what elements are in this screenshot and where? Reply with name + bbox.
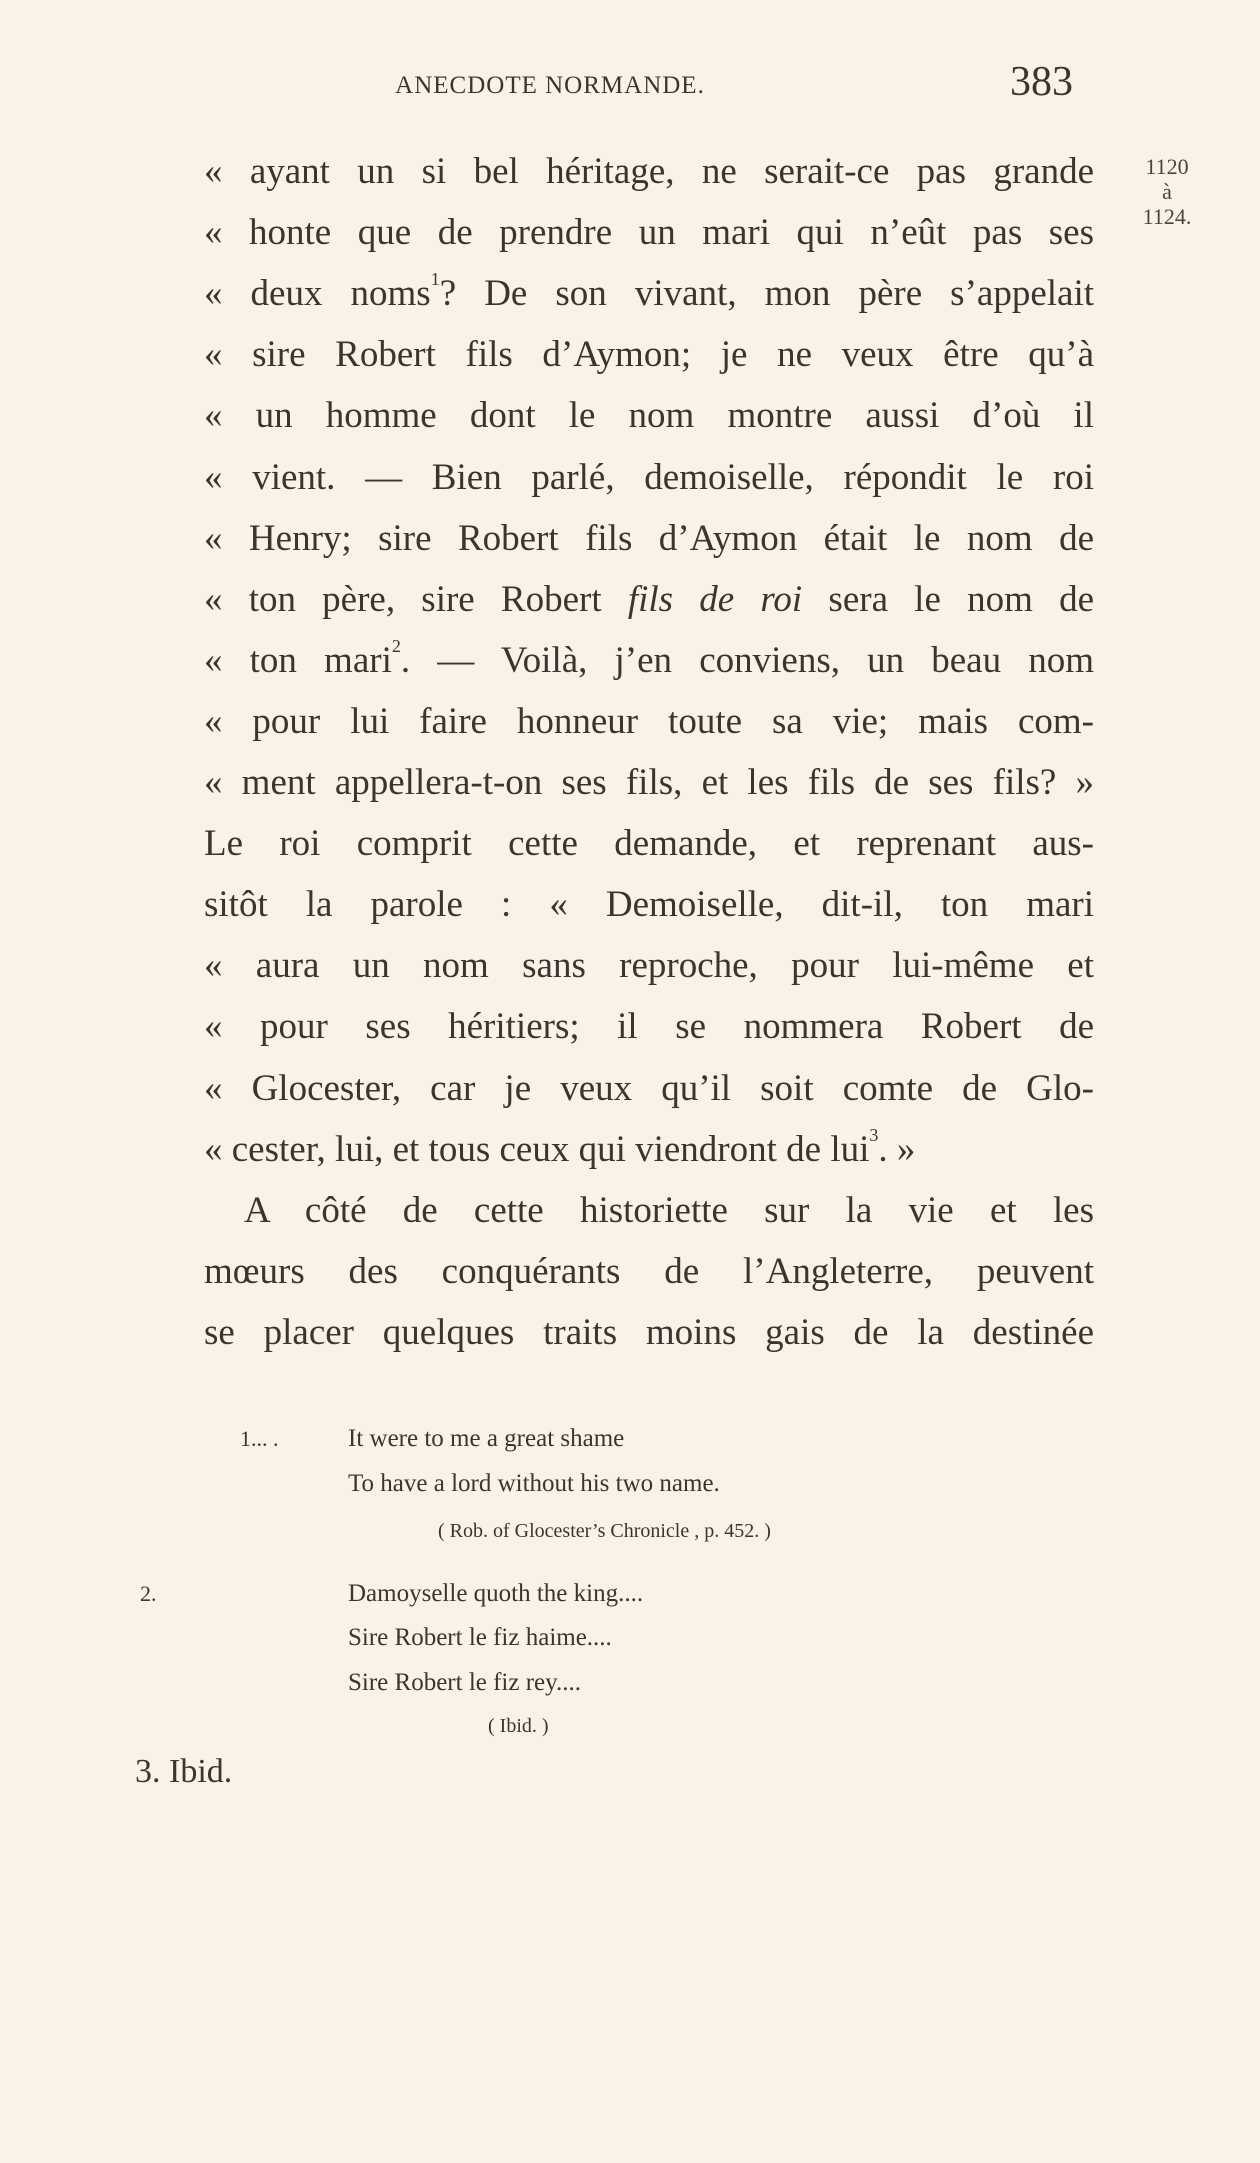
margin-date-to: 1124. — [1142, 204, 1192, 229]
text-segment: mœurs des conquérants de l’Angleterre, peuvent — [204, 1250, 1094, 1292]
text-segment: « pour ses héritiers; il se nommera Robert de — [204, 1006, 1094, 1048]
footnote-ref: 2 — [391, 635, 401, 656]
footnote-2-number: 2. — [140, 1581, 157, 1606]
text-segment: « ton père, sire Robert — [204, 578, 628, 620]
footnote-2-line: Sire Robert le fiz haime.... — [348, 1624, 612, 1651]
text-line — [204, 1186, 1094, 1236]
page-number: 383 — [1010, 59, 1073, 105]
text-line — [204, 391, 1094, 441]
text-line — [204, 1247, 1094, 1297]
text-segment: « pour lui faire honneur toute sa vie; mais com- — [204, 700, 1094, 742]
margin-date-a: à — [1162, 179, 1172, 204]
text-line — [204, 575, 1094, 625]
footnote-1-source: ( Rob. of Glocester’s Chronicle , p. 452. ) — [438, 1520, 771, 1542]
text-line — [204, 269, 1094, 319]
footnote-1-line: It were to me a great shame — [348, 1425, 625, 1452]
text-line — [204, 514, 1094, 564]
text-segment: « sire Robert fils d’Aymon; je ne veux être qu’à — [204, 334, 1094, 376]
text-segment: « Glocester, car je veux qu’il soit comte de Glo- — [204, 1067, 1094, 1109]
text-segment: « cester, lui, et tous ceux qui viendront de lui — [204, 1128, 870, 1170]
text-line — [204, 208, 1094, 258]
text-segment: A côté de cette historiette sur la vie et les — [244, 1189, 1094, 1231]
text-segment: . — Voilà, j’en conviens, un beau nom — [400, 639, 1094, 681]
text-line — [204, 1002, 1094, 1052]
running-title: ANECDOTE NORMANDE. — [395, 72, 705, 99]
text-line — [204, 941, 1094, 991]
text-segment: sitôt la parole : « Demoiselle, dit-il, ton mari — [204, 884, 1094, 926]
margin-date-from: 1120 — [1145, 154, 1189, 179]
italic-text: fils de roi — [627, 578, 803, 620]
text-segment: « deux noms — [204, 273, 431, 315]
text-segment: « honte que de prendre un mari qui n’eût pas ses — [204, 212, 1094, 254]
text-segment: . » — [878, 1128, 916, 1170]
text-line — [204, 758, 1094, 808]
text-line — [204, 819, 1094, 869]
text-segment: Le roi comprit cette demande, et reprenant aus- — [204, 823, 1094, 865]
text-line — [204, 330, 1094, 380]
footnote-3: 3. Ibid. — [135, 1753, 233, 1790]
text-line — [204, 697, 1094, 747]
text-line — [204, 880, 1094, 930]
text-line — [204, 453, 1094, 503]
footnote-ref: 3 — [869, 1124, 879, 1145]
text-line — [204, 636, 1094, 686]
footnote-1-number: 1... . — [240, 1426, 279, 1451]
text-line — [204, 1064, 1094, 1114]
text-line — [204, 1308, 1094, 1358]
text-segment: « ayant un si bel héritage, ne serait-ce pas grande — [204, 151, 1094, 192]
text-segment: se placer quelques traits moins gais de la destinée — [204, 1311, 1094, 1353]
footnote-ref: 1 — [430, 269, 440, 290]
text-segment: « ton mari — [204, 639, 392, 681]
text-segment: « ment appellera-t-on ses fils, et les fils de ses fils? » — [204, 762, 1094, 803]
text-segment: ? De son vivant, mon père s’appelait — [439, 273, 1095, 315]
footnote-2-line: Damoyselle quoth the king.... — [348, 1580, 644, 1607]
text-segment: sera le nom de — [802, 578, 1094, 620]
footnote-1-line: To have a lord without his two name. — [348, 1470, 720, 1497]
text-segment: « vient. — Bien parlé, demoiselle, répondit le roi — [204, 456, 1094, 498]
footnote-2-source: ( Ibid. ) — [488, 1715, 549, 1737]
footnote-2-line: Sire Robert le fiz rey.... — [348, 1669, 582, 1696]
text-line — [204, 147, 1094, 197]
text-segment: « un homme dont le nom montre aussi d’où il — [204, 395, 1094, 437]
text-segment: « Henry; sire Robert fils d’Aymon était le nom de — [204, 517, 1094, 559]
text-line — [204, 1125, 1094, 1175]
text-segment: « aura un nom sans reproche, pour lui-même et — [204, 945, 1094, 987]
